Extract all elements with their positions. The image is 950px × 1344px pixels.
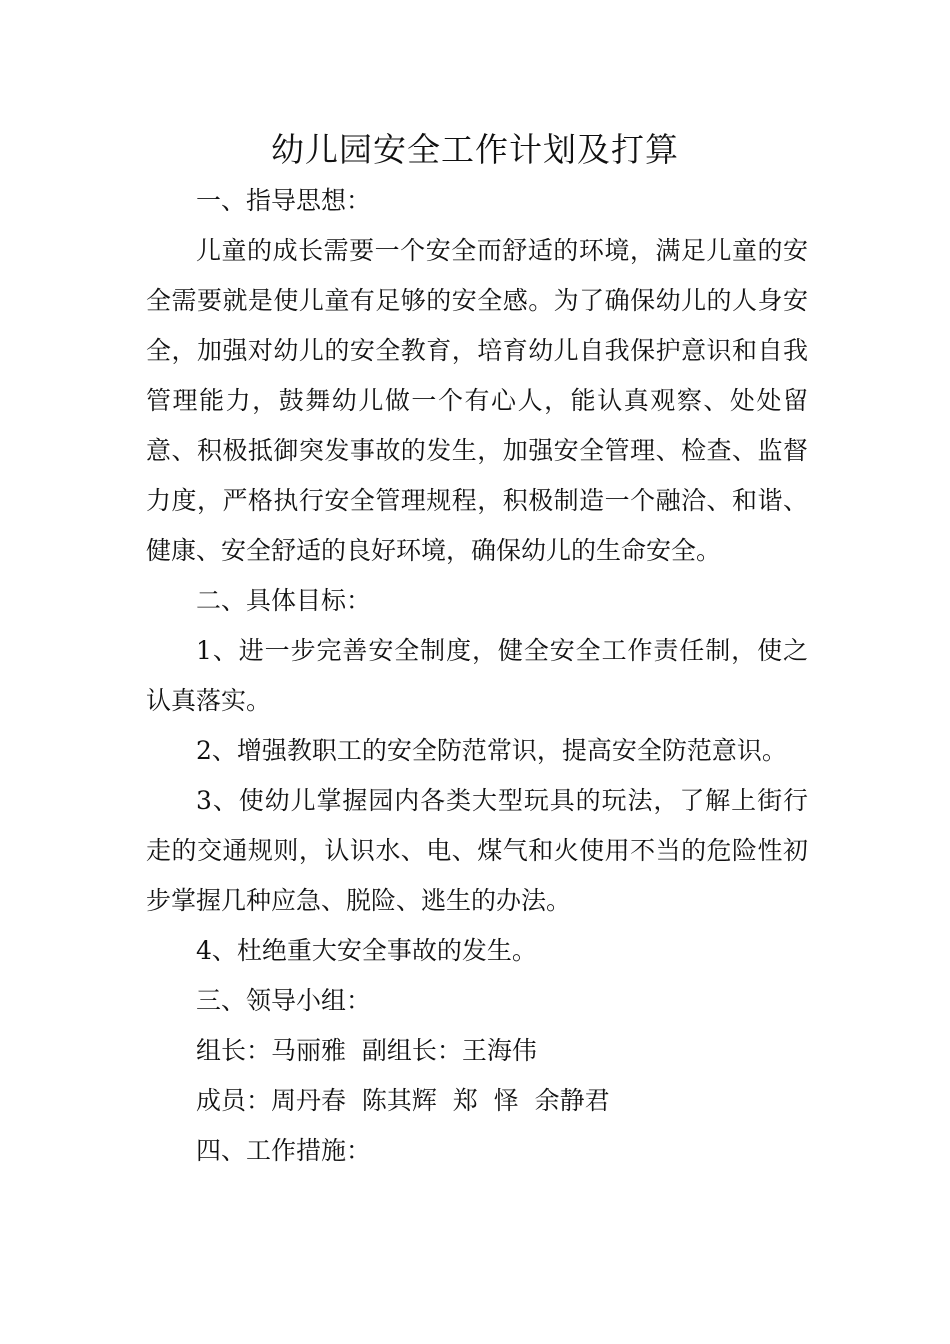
section-heading-leadership-group: 三、领导小组： [196,986,372,1015]
section-heading-work-measures: 四、工作措施： [196,1136,372,1165]
goal-item-2: 2、增强教职工的安全防范常识，提高安全防范意识。 [196,736,787,765]
section-heading-guiding-ideology: 一、指导思想： [196,186,372,215]
goal-item-4: 4、杜绝重大安全事故的发生。 [196,936,537,965]
document-title: 幼儿园安全工作计划及打算 [271,130,679,169]
goal-item-3: 3、使幼儿掌握园内各类大型玩具的玩法，了解上街行走的交通规则，认识水、电、煤气和火使用不当的危险性初步掌握几种应急、脱险、逃生的办法。 [146,786,808,915]
leadership-members: 成员：周丹春 陈其辉 郑 怿 余静君 [196,1086,610,1115]
leadership-leaders: 组长：马丽雅 副组长：王海伟 [196,1036,537,1065]
document-body [146,176,808,1176]
section-heading-specific-goals: 二、具体目标： [196,586,372,615]
goal-item-1: 1、进一步完善安全制度，健全安全工作责任制，使之认真落实。 [146,636,808,715]
paragraph-guiding-ideology: 儿童的成长需要一个安全而舒适的环境，满足儿童的安全需要就是使儿童有足够的安全感。为了确保幼儿的人身安全，加强对幼儿的安全教育，培育幼儿自我保护意识和自我管理能力，鼓舞幼儿做一个有心人，能认真观察、处处留意、积极抵御突发事故的发生，加强安全管理、检查、监督力度，严格执行安全管理规程，积极制造一个融洽、和谐、健康、安全舒适的良好环境，确保幼儿的生命安全。 [146,236,808,565]
